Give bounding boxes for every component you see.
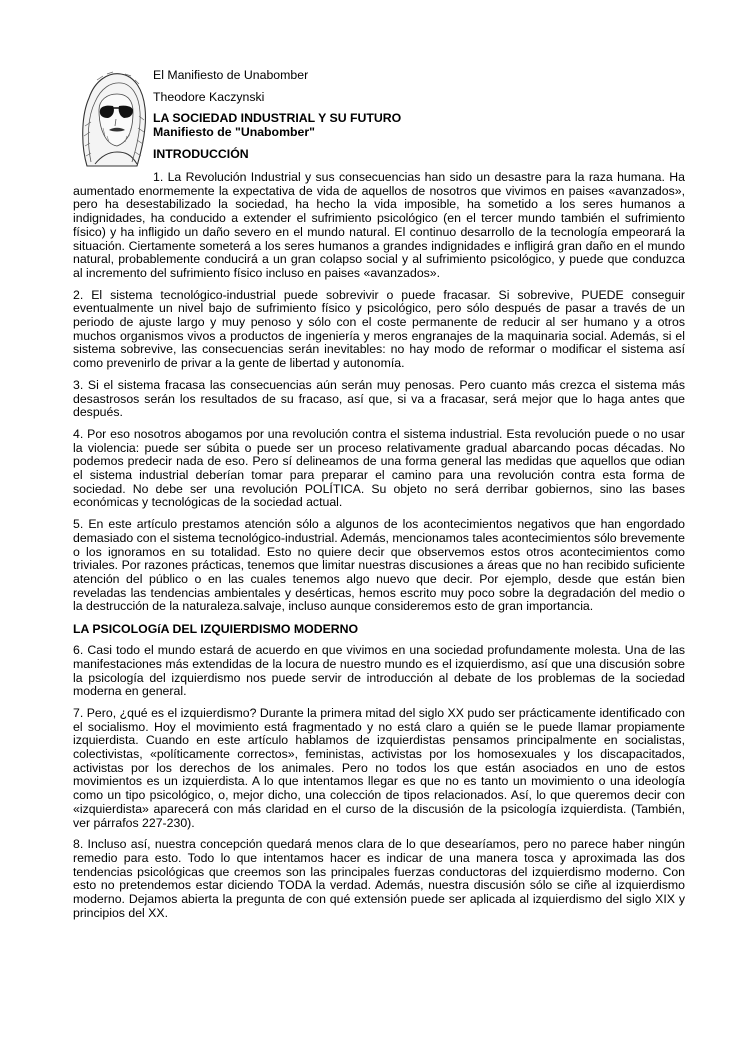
author-name: Theodore Kaczynski [153,90,265,104]
paragraph-3: 3. Si el sistema fracasa las consecuencias aún serán muy penosas. Pero cuanto más crezca el sistema más desastrosos serán los resultados de su fracaso, así que, si va a fracasar, será mejor que lo haga antes que después. [73,377,685,420]
section-heading: LA PSICOLOGíA DEL IZQUIERDISMO MODERNO [73,622,359,637]
paragraph-4: 4. Por eso nosotros abogamos por una revolución contra el sistema industrial. Esta revolución puede o no usar la violencia: puede ser súbita o puede ser un proceso relativamente gradual abarcando pocas décadas. No podemos predecir nada de eso. Pero sí delineamos de una forma general las medidas que aquellos que odian el sistema industrial deberían tomar para preparar el camino para una revolución contra esta forma de sociedad. No debe ser una revolución POLÍTICA. Su objeto no será derribar gobiernos, sino las bases económicas y tecnológicas de la sociedad actual. [73,426,685,510]
book-title: LA SOCIEDAD INDUSTRIAL Y SU FUTURO [153,111,402,125]
introduction-heading: INTRODUCCIÓN [153,147,249,161]
document-header [73,64,685,178]
document-title: El Manifiesto de Unabomber [153,68,309,82]
paragraph-1: 1. La Revolución Industrial y sus consecuencias han sido un desastre para la raza humana. Ha aumentado enormemente la expectativa de vida de aquellos de nosotros que vivimos en paises «avanzados», pero ha desestabilizado la sociedad, ha hecho la vida imposible, ha sometido a los seres humanos a indignidades, ha conducido a extender el sufrimiento psicológico (en el tercer mundo también el sufrimiento físico) y ha infligido un daño severo en el mundo natural. El continuo desarrollo de la tecnología empeorará la situación. Ciertamente someterá a los seres humanos a grandes indignidades e infligirá gran daño en el mundo natural, probablemente conducirá a un gran colapso social y al sufrimiento psicológico, y puede que conduzca al incremento del sufrimiento físico incluso en paises «avanzados». [73,170,685,280]
header-text-block [153,64,683,162]
paragraph-5: 5. En este artículo prestamos atención sólo a algunos de los acontecimientos negativos que han engordado demasiado con el sistema tecnológico-industrial. Además, mencionamos tales acontecimientos sólo brevemente o los ignoramos en su totalidad. Esto no quiere decir que observemos estos otros acontecimientos como triviales. Por razones prácticas, tenemos que limitar nuestras discusiones a áreas que no han recibido suficiente atención del público o en las cuales tenemos algo nuevo que decir. Por ejemplo, desde que están bien reveladas las tendencias ambientales y desérticas, hemos escrito muy poco sobre la degradación del medio o la destrucción de la naturaleza.salvaje, incluso aunque consideremos esto de gran importancia. [73,517,685,614]
paragraph-2: 2. El sistema tecnológico-industrial puede sobrevivir o puede fracasar. Si sobrevive, PUEDE conseguir eventualmente un nivel bajo de sufrimiento físico y psicológico, pero sólo después de pasar a través de un periodo de ajuste largo y muy penoso y sólo con el coste permanente de reducir al ser humano y a otros muchos organismos vivos a productos de ingeniería y meros engranajes de la maquinaria social. Además, si el sistema sobrevive, las consecuencias serán inevitables: no hay modo de reformar o modificar el sistema así como prevenirlo de privar a la gente de libertad y autonomía. [73,287,685,371]
document-page [73,64,685,920]
book-subtitle: Manifiesto de "Unabomber" [153,124,315,139]
paragraph-8: 8. Incluso así, nuestra concepción quedará menos clara de lo que desearíamos, pero no parece haber ningún remedio para esto. Todo lo que intentamos hacer es indicar de una manera tosca y aproximada las dos tendencias psicológicas que creemos son las principales fuerzas conductoras del izquierdismo moderno. Con esto no pretendemos estar diciendo TODA la verdad. Además, nuestra discusión sólo se ciñe al izquierdismo moderno. Dejamos abierta la pregunta de con qué extensión puede ser aplicada al izquierdismo del siglo XIX y principios del XX. [73,837,685,920]
paragraph-7: 7. Pero, ¿qué es el izquierdismo? Durante la primera mitad del siglo XX pudo ser prácticamente identificado con el socialismo. Hoy el movimiento está fragmentado y no está claro a quién se le puede llamar propiamente izquierdista. Cuando en este artículo hablamos de izquierdistas pensamos principalmente en socialistas, colectivistas, «políticamente correctos», feministas, activistas por los homosexuales y los discapacitados, activistas por los derechos de los animales. Pero no todos los que están asociados en uno de estos movimientos es un izquierdista. A lo que intentamos llegar es que no es tanto un movimiento o una ideología como un tipo psicológico, o, mejor dicho, una colección de tipos relacionados. Así, lo que queremos decir con «izquierdista» aparecerá con más claridad en el curso de la discusión de la psicología izquierdista. (También, ver párrafos 227-230). [73,705,685,830]
hooded-man-sketch-icon [77,66,149,174]
paragraph-6: 6. Casi todo el mundo estará de acuerdo en que vivimos en una sociedad profundamente molesta. Una de las manifestaciones más extendidas de la locura de nuestro mundo es el izquierdismo, así que una discusión sobre la psicología del izquierdismo nos puede servir de introducción al debate de los problemas de la sociedad moderna en general. [73,643,685,699]
